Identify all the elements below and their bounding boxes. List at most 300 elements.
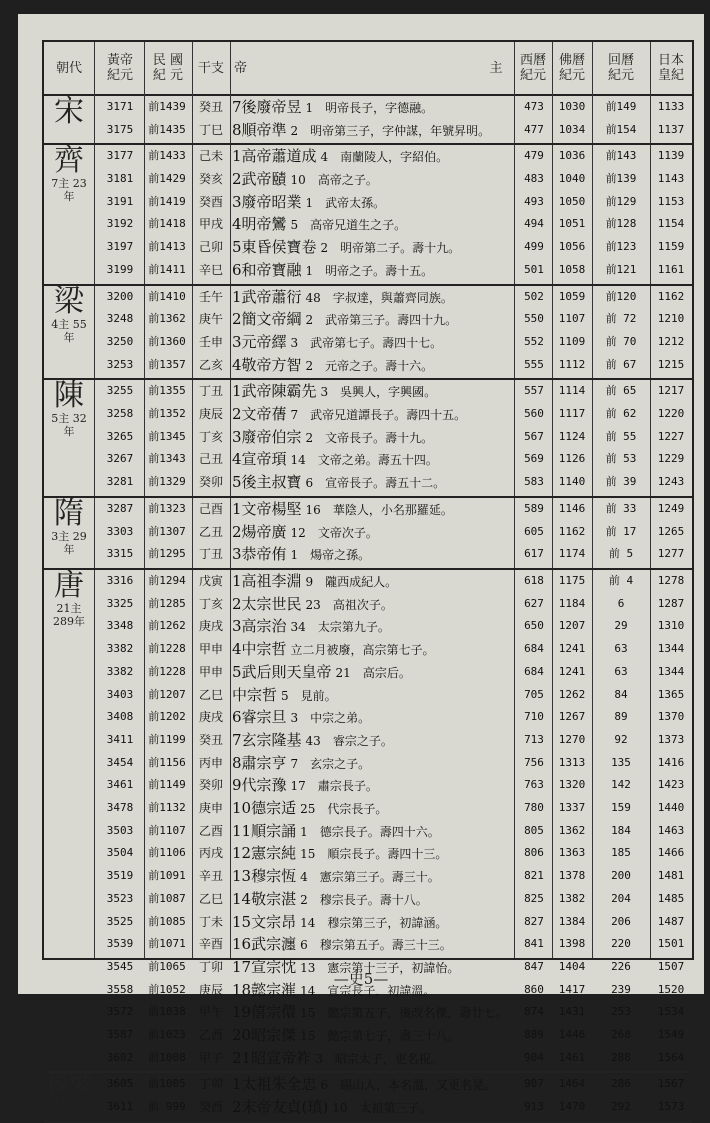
hijri-year-cell: 142 xyxy=(611,778,631,792)
huangdi-year-cell: 3539 xyxy=(106,937,134,951)
western-year-cell: 705 xyxy=(524,687,544,701)
huangdi-year-cell: 3316 xyxy=(106,574,134,587)
western-year-cell: 618 xyxy=(524,574,544,587)
emperor-description: 10 太祖第三子。 xyxy=(332,1101,432,1116)
emperor-description: 1 武帝太孫。 xyxy=(305,195,386,210)
dynasty-note: 21主 289年 xyxy=(53,602,85,628)
minguo-year-cell: 前1360 xyxy=(148,334,186,348)
ganzhi-cell: 戊寅 xyxy=(198,574,223,588)
ganzhi-cell: 辛酉 xyxy=(198,937,223,952)
huangdi-year-cell: 3255 xyxy=(106,384,134,398)
header-huili-line1: 回曆 xyxy=(607,53,634,68)
table-row xyxy=(44,1024,692,1046)
ganzhi-cell: 丁亥 xyxy=(198,429,223,444)
hijri-year-cell: 前128 xyxy=(605,217,637,231)
emperor-cell xyxy=(232,593,512,615)
buddhist-year-cell: 1313 xyxy=(558,755,586,769)
minguo-year-cell: 前1285 xyxy=(148,596,186,610)
header-huangdi-line1: 黃帝 xyxy=(106,53,133,68)
buddhist-year-cell: 1461 xyxy=(558,1050,586,1064)
ganzhi-cell: 癸丑 xyxy=(198,732,223,747)
table-row xyxy=(44,96,692,118)
buddhist-year-cell: 1431 xyxy=(558,1005,586,1019)
huangdi-year-cell: 3461 xyxy=(106,778,134,792)
minguo-year-cell: 前1085 xyxy=(148,914,186,928)
header-japan xyxy=(650,42,692,94)
emperor-name: 4明帝鸞 xyxy=(232,215,287,234)
buddhist-year-cell: 1262 xyxy=(558,687,586,701)
minguo-year-cell: 前1262 xyxy=(148,619,186,633)
table-row xyxy=(44,168,692,190)
table-row xyxy=(44,543,692,565)
minguo-year-cell: 前1352 xyxy=(148,407,186,421)
hijri-year-cell: 206 xyxy=(611,914,631,928)
japan-year-cell: 1440 xyxy=(657,801,685,814)
table-row xyxy=(44,354,692,376)
ganzhi-cell: 丙申 xyxy=(198,755,223,770)
hijri-year-cell: 前143 xyxy=(605,149,637,163)
buddhist-year-cell: 1382 xyxy=(558,891,586,905)
buddhist-year-cell: 1267 xyxy=(558,710,586,724)
table-row xyxy=(44,593,692,615)
western-year-cell: 805 xyxy=(524,823,544,837)
emperor-name: 2簡文帝綱 xyxy=(232,310,302,329)
huangdi-year-cell: 3281 xyxy=(106,475,134,489)
minguo-year-cell: 前1065 xyxy=(148,959,186,973)
japan-year-cell: 1423 xyxy=(657,778,685,792)
japan-year-cell: 1161 xyxy=(657,262,685,276)
hijri-year-cell: 159 xyxy=(611,801,631,814)
western-year-cell: 605 xyxy=(524,524,544,538)
hijri-year-cell: 前 5 xyxy=(608,547,634,561)
ganzhi-cell: 丁卯 xyxy=(198,1077,223,1092)
japan-year-cell: 1277 xyxy=(657,547,685,561)
table-row xyxy=(44,380,692,402)
emperor-description: 13 憲宗第十三子，初諱怡。 xyxy=(300,960,460,975)
ganzhi-cell: 庚辰 xyxy=(198,982,223,997)
ganzhi-cell: 乙亥 xyxy=(198,357,223,372)
japan-year-cell: 1534 xyxy=(657,1005,685,1019)
huangdi-year-cell: 3605 xyxy=(106,1077,134,1091)
japan-year-cell: 1159 xyxy=(657,240,685,254)
table-row xyxy=(44,331,692,353)
buddhist-year-cell: 1174 xyxy=(558,547,586,561)
emperor-cell xyxy=(232,448,512,470)
emperor-name: 2武帝賾 xyxy=(232,170,287,189)
emperor-name: 2末帝友貞(瑱) xyxy=(232,1098,329,1117)
dynasty-name: 唐 xyxy=(54,568,84,603)
header-buddhist-line2: 紀元 xyxy=(558,68,585,83)
buddhist-year-cell: 1050 xyxy=(558,194,586,208)
hijri-year-cell: 268 xyxy=(611,1028,631,1041)
huangdi-year-cell: 3348 xyxy=(106,619,134,633)
buddhist-year-cell: 1417 xyxy=(558,982,586,996)
buddhist-year-cell: 1207 xyxy=(558,619,586,633)
huangdi-year-cell: 3478 xyxy=(106,801,134,814)
minguo-year-cell: 前1439 xyxy=(148,100,186,113)
ganzhi-cell: 癸亥 xyxy=(198,172,223,187)
hijri-year-cell: 前120 xyxy=(605,289,637,303)
table-row xyxy=(44,888,692,910)
western-year-cell: 569 xyxy=(524,452,544,466)
hijri-year-cell: 185 xyxy=(611,846,631,860)
emperor-name: 2煬帝廣 xyxy=(232,522,287,541)
japan-year-cell: 1373 xyxy=(657,732,685,746)
header-huili xyxy=(592,42,650,94)
buddhist-year-cell: 1126 xyxy=(558,452,586,466)
minguo-year-cell: 前1343 xyxy=(148,452,186,466)
hijri-year-cell: 63 xyxy=(614,664,628,678)
buddhist-year-cell: 1030 xyxy=(558,100,586,113)
minguo-year-cell: 前1355 xyxy=(148,384,186,398)
huangdi-year-cell: 3181 xyxy=(106,172,134,186)
ganzhi-cell: 甲午 xyxy=(198,1005,223,1020)
table-row xyxy=(44,820,692,842)
japan-year-cell: 1567 xyxy=(657,1077,685,1091)
emperor-description: 3 武帝第七子。壽四十七。 xyxy=(290,335,443,350)
western-year-cell: 627 xyxy=(524,596,544,610)
dynasty-note: 2主 16年 xyxy=(51,1095,87,1122)
minguo-year-cell: 前1418 xyxy=(148,217,186,231)
hijri-year-cell: 29 xyxy=(614,619,628,633)
emperor-description: 2 元帝之子。壽十六。 xyxy=(305,358,434,373)
hijri-year-cell: 前129 xyxy=(605,194,637,208)
emperor-name: 3元帝繹 xyxy=(232,332,287,351)
emperor-name: 12憲宗純 xyxy=(232,844,297,863)
buddhist-year-cell: 1446 xyxy=(558,1028,586,1041)
western-year-cell: 713 xyxy=(524,732,544,746)
buddhist-year-cell: 1140 xyxy=(558,475,586,489)
emperor-cell xyxy=(232,403,512,425)
ganzhi-cell: 辛丑 xyxy=(198,869,223,884)
emperor-description: 6 碭山人，本名溫，又更名晃。 xyxy=(320,1078,497,1093)
buddhist-year-cell: 1162 xyxy=(558,524,586,538)
emperor-name: 9代宗豫 xyxy=(232,776,287,795)
western-year-cell: 477 xyxy=(524,122,544,136)
japan-year-cell: 1162 xyxy=(657,289,685,303)
emperor-name: 6和帝寶融 xyxy=(232,260,302,279)
page-sheet xyxy=(18,14,704,1122)
emperor-cell xyxy=(232,570,512,592)
huangdi-year-cell: 3572 xyxy=(106,1005,134,1019)
hijri-year-cell: 前154 xyxy=(605,122,637,136)
ganzhi-cell: 甲申 xyxy=(198,664,223,679)
hijri-year-cell: 200 xyxy=(611,869,631,883)
minguo-year-cell: 前1419 xyxy=(148,194,186,208)
japan-year-cell: 1549 xyxy=(657,1028,685,1041)
ganzhi-cell: 丁巳 xyxy=(198,122,223,137)
emperor-description: 1 明帝長子，字德融。 xyxy=(305,101,434,115)
emperor-description: 1 明帝之子。壽十五。 xyxy=(305,263,434,278)
huangdi-year-cell: 3315 xyxy=(106,547,134,561)
emperor-cell xyxy=(232,96,512,118)
emperor-cell xyxy=(232,638,512,660)
huangdi-year-cell: 3382 xyxy=(106,664,134,678)
emperor-description: 7 武帝兄道譚長子。壽四十五。 xyxy=(290,408,467,423)
huangdi-year-cell: 3503 xyxy=(106,823,134,837)
table-row xyxy=(44,236,692,258)
hijri-year-cell: 前 55 xyxy=(605,429,637,443)
emperor-name: 1太祖朱全忠 xyxy=(232,1075,317,1094)
huangdi-year-cell: 3558 xyxy=(106,982,134,996)
table-row xyxy=(44,1073,692,1095)
western-year-cell: 494 xyxy=(524,217,544,231)
buddhist-year-cell: 1058 xyxy=(558,262,586,276)
table-row xyxy=(44,638,692,660)
ganzhi-cell: 庚戌 xyxy=(198,710,223,725)
dynasty-note: 4主 55年 xyxy=(51,317,87,344)
dynasty-name: 後梁 xyxy=(46,1071,91,1097)
huangdi-year-cell: 3325 xyxy=(106,596,134,610)
minguo-year-cell: 前1429 xyxy=(148,172,186,186)
emperor-description: 14 宣宗長子，初諱溫。 xyxy=(300,983,436,998)
emperor-description: 2 文帝長子。壽十九。 xyxy=(305,430,434,445)
japan-year-cell: 1466 xyxy=(657,846,685,860)
minguo-year-cell: 前1362 xyxy=(148,312,186,326)
table-row xyxy=(44,521,692,543)
huangdi-year-cell: 3175 xyxy=(106,122,134,136)
buddhist-year-cell: 1034 xyxy=(558,122,586,136)
western-year-cell: 780 xyxy=(524,801,544,814)
huangdi-year-cell: 3197 xyxy=(106,240,134,254)
japan-year-cell: 1370 xyxy=(657,710,685,724)
huangdi-year-cell: 3525 xyxy=(106,914,134,928)
emperor-cell xyxy=(232,752,512,774)
emperor-description: 14 穆宗第三子，初諱涵。 xyxy=(300,915,448,930)
emperor-description: 2 武帝第三子。壽四十九。 xyxy=(305,313,458,328)
emperor-description: 10 高帝之子。 xyxy=(290,173,378,188)
emperor-description: 3 中宗之弟。 xyxy=(290,711,371,726)
table-row xyxy=(44,448,692,470)
emperor-description: 立二月被廢，高宗第七子。 xyxy=(290,643,435,658)
dynasty-group xyxy=(44,1071,692,1122)
ganzhi-cell: 乙巳 xyxy=(198,687,223,702)
minguo-year-cell: 前1345 xyxy=(148,429,186,443)
western-year-cell: 860 xyxy=(524,982,544,996)
emperor-name: 1高祖李淵 xyxy=(232,572,302,590)
emperor-cell xyxy=(232,1073,512,1095)
emperor-cell xyxy=(232,543,512,565)
hijri-year-cell: 6 xyxy=(617,596,625,610)
emperor-name: 1武帝蕭衍 xyxy=(232,287,302,306)
minguo-year-cell: 前1023 xyxy=(148,1028,186,1041)
japan-year-cell: 1153 xyxy=(657,194,685,208)
dynasty-note: 3主 29年 xyxy=(51,529,87,556)
western-year-cell: 825 xyxy=(524,891,544,905)
table-row xyxy=(44,213,692,235)
ganzhi-cell: 丙戌 xyxy=(198,846,223,861)
japan-year-cell: 1564 xyxy=(657,1050,685,1064)
buddhist-year-cell: 1378 xyxy=(558,869,586,883)
hijri-year-cell: 前 53 xyxy=(605,452,637,466)
table-row xyxy=(44,191,692,213)
buddhist-year-cell: 1270 xyxy=(558,732,586,746)
emperor-cell xyxy=(232,865,512,887)
emperor-description: 15 順宗長子。壽四十三。 xyxy=(300,847,448,862)
huangdi-year-cell: 3411 xyxy=(106,732,134,746)
buddhist-year-cell: 1051 xyxy=(558,217,586,231)
buddhist-year-cell: 1109 xyxy=(558,334,586,348)
emperor-cell xyxy=(232,729,512,751)
header-minguo-line2: 紀 元 xyxy=(152,68,184,83)
hijri-year-cell: 前 70 xyxy=(605,334,637,348)
emperor-description: 2 明帝第二子。壽十九。 xyxy=(320,241,461,256)
emperor-description: 3 吳興人，字興國。 xyxy=(320,385,437,400)
japan-year-cell: 1481 xyxy=(657,869,685,883)
emperor-cell xyxy=(232,331,512,353)
ganzhi-cell: 壬申 xyxy=(198,334,223,349)
minguo-year-cell: 前1329 xyxy=(148,475,186,489)
minguo-year-cell: 前1410 xyxy=(148,289,186,303)
japan-year-cell: 1143 xyxy=(657,172,685,186)
western-year-cell: 841 xyxy=(524,937,544,951)
huangdi-year-cell: 3403 xyxy=(106,687,134,701)
emperor-description: 17 肅宗長子。 xyxy=(290,779,378,794)
hijri-year-cell: 92 xyxy=(614,732,628,746)
dynasty-note: 7主 23年 xyxy=(51,177,87,204)
emperor-name: 7玄宗隆基 xyxy=(232,730,302,749)
ganzhi-cell: 己未 xyxy=(198,149,223,164)
emperor-cell xyxy=(232,213,512,235)
hijri-year-cell: 前123 xyxy=(605,240,637,254)
emperor-cell xyxy=(232,1096,512,1118)
ganzhi-cell: 甲申 xyxy=(198,642,223,657)
emperor-name: 5武后則天皇帝 xyxy=(232,662,332,681)
emperor-name: 1高帝蕭道成 xyxy=(232,147,317,166)
table-row xyxy=(44,615,692,637)
hijri-year-cell: 前139 xyxy=(605,172,637,186)
emperor-name: 13穆宗恆 xyxy=(232,867,297,886)
minguo-year-cell: 前1357 xyxy=(148,357,186,371)
japan-year-cell: 1217 xyxy=(657,384,685,398)
minguo-year-cell: 前1435 xyxy=(148,122,186,136)
huangdi-year-cell: 3171 xyxy=(106,100,134,113)
emperor-cell xyxy=(232,1024,512,1046)
emperor-name: 21昭宣帝祚 xyxy=(232,1048,312,1067)
table-row xyxy=(44,286,692,308)
emperor-name: 5東昏侯寶卷 xyxy=(232,238,317,257)
japan-year-cell: 1278 xyxy=(657,574,685,587)
huangdi-year-cell: 3258 xyxy=(106,407,134,421)
table-row xyxy=(44,933,692,955)
table-header xyxy=(44,42,692,96)
ganzhi-cell: 癸卯 xyxy=(198,778,223,793)
buddhist-year-cell: 1107 xyxy=(558,312,586,326)
ganzhi-cell: 乙酉 xyxy=(198,1028,223,1042)
dynasty-name: 宋 xyxy=(54,94,84,129)
emperor-description: 2 明帝第三子，字仲謀，年號昇明。 xyxy=(290,123,491,138)
buddhist-year-cell: 1404 xyxy=(558,959,586,973)
table-row xyxy=(44,774,692,796)
header-ganzhi: 干支 xyxy=(197,60,224,76)
emperor-cell xyxy=(232,774,512,796)
minguo-year-cell: 前1323 xyxy=(148,501,186,515)
emperor-description: 48 字叔達，與蕭齊同族。 xyxy=(305,290,453,305)
hijri-year-cell: 288 xyxy=(611,1050,631,1064)
minguo-year-cell: 前1106 xyxy=(148,846,186,860)
western-year-cell: 479 xyxy=(524,149,544,163)
japan-year-cell: 1310 xyxy=(657,619,685,633)
western-year-cell: 874 xyxy=(524,1005,544,1019)
table-row xyxy=(44,729,692,751)
huangdi-year-cell: 3303 xyxy=(106,524,134,538)
emperor-description: 25 代宗長子。 xyxy=(300,802,388,816)
emperor-cell xyxy=(232,684,512,706)
huangdi-year-cell: 3504 xyxy=(106,846,134,860)
hijri-year-cell: 前 17 xyxy=(605,524,637,538)
huangdi-year-cell: 3267 xyxy=(106,452,134,466)
emperor-name: 4宣帝頊 xyxy=(232,450,287,469)
hijri-year-cell: 前 62 xyxy=(605,407,637,421)
dynasty-name: 隋 xyxy=(54,495,84,531)
hijri-year-cell: 前 65 xyxy=(605,384,637,398)
minguo-year-cell: 前1413 xyxy=(148,240,186,254)
emperor-description: 15 懿宗第五子，後改名傑，壽廿七。 xyxy=(300,1006,508,1021)
western-year-cell: 567 xyxy=(524,429,544,443)
hijri-year-cell: 220 xyxy=(611,937,631,951)
emperor-description: 21 高宗后。 xyxy=(335,665,411,680)
header-western-line2: 紀元 xyxy=(519,68,546,83)
western-year-cell: 907 xyxy=(524,1077,544,1091)
ganzhi-cell: 丁卯 xyxy=(198,959,223,974)
emperor-cell xyxy=(232,236,512,258)
header-emperor: 帝 xyxy=(234,60,248,76)
minguo-year-cell: 前1038 xyxy=(148,1005,186,1019)
minguo-year-cell: 前1005 xyxy=(148,1077,186,1091)
emperor-description: 14 文帝之弟。壽五十四。 xyxy=(290,453,438,468)
buddhist-year-cell: 1184 xyxy=(558,596,586,610)
emperor-description: 7 玄宗之子。 xyxy=(290,756,371,771)
buddhist-year-cell: 1146 xyxy=(558,501,586,515)
western-year-cell: 821 xyxy=(524,869,544,883)
emperor-description: 12 文帝次子。 xyxy=(290,525,378,540)
huangdi-year-cell: 3602 xyxy=(106,1050,134,1064)
header-huangdi xyxy=(96,42,144,94)
header-japan-line2: 皇紀 xyxy=(657,68,684,83)
ganzhi-cell: 己卯 xyxy=(198,240,223,255)
emperor-description: 6 宣帝長子。壽五十二。 xyxy=(305,476,446,491)
minguo-year-cell: 前1087 xyxy=(148,891,186,905)
table-row xyxy=(44,308,692,330)
minguo-year-cell: 前1433 xyxy=(148,149,186,163)
buddhist-year-cell: 1241 xyxy=(558,642,586,656)
emperor-cell xyxy=(232,498,512,520)
western-year-cell: 473 xyxy=(524,100,544,113)
table-row xyxy=(44,797,692,819)
huangdi-year-cell: 3248 xyxy=(106,312,134,326)
western-year-cell: 684 xyxy=(524,664,544,678)
emperor-cell xyxy=(232,471,512,493)
emperor-description: 1 德宗長子。壽四十六。 xyxy=(300,824,440,839)
western-year-cell: 557 xyxy=(524,384,544,398)
hijri-year-cell: 前 72 xyxy=(605,312,637,326)
emperor-name: 10德宗适 xyxy=(232,799,297,817)
minguo-year-cell: 前1411 xyxy=(148,262,186,276)
emperor-description: 5 高帝兄道生之子。 xyxy=(290,218,407,233)
emperor-name: 8順帝準 xyxy=(232,120,287,139)
japan-year-cell: 1365 xyxy=(657,687,685,701)
huangdi-year-cell: 3545 xyxy=(106,959,134,973)
emperor-description: 43 睿宗之子。 xyxy=(305,733,393,748)
emperor-cell xyxy=(232,191,512,213)
emperor-description: 2 穆宗長子。壽十八。 xyxy=(300,892,428,907)
emperor-description: 4 憲宗第三子。壽三十。 xyxy=(300,870,440,885)
minguo-year-cell: 前1199 xyxy=(148,732,186,746)
header-buddhist xyxy=(552,42,592,94)
huangdi-year-cell: 3454 xyxy=(106,755,134,769)
japan-year-cell: 1344 xyxy=(657,642,685,656)
emperor-cell xyxy=(232,119,512,141)
